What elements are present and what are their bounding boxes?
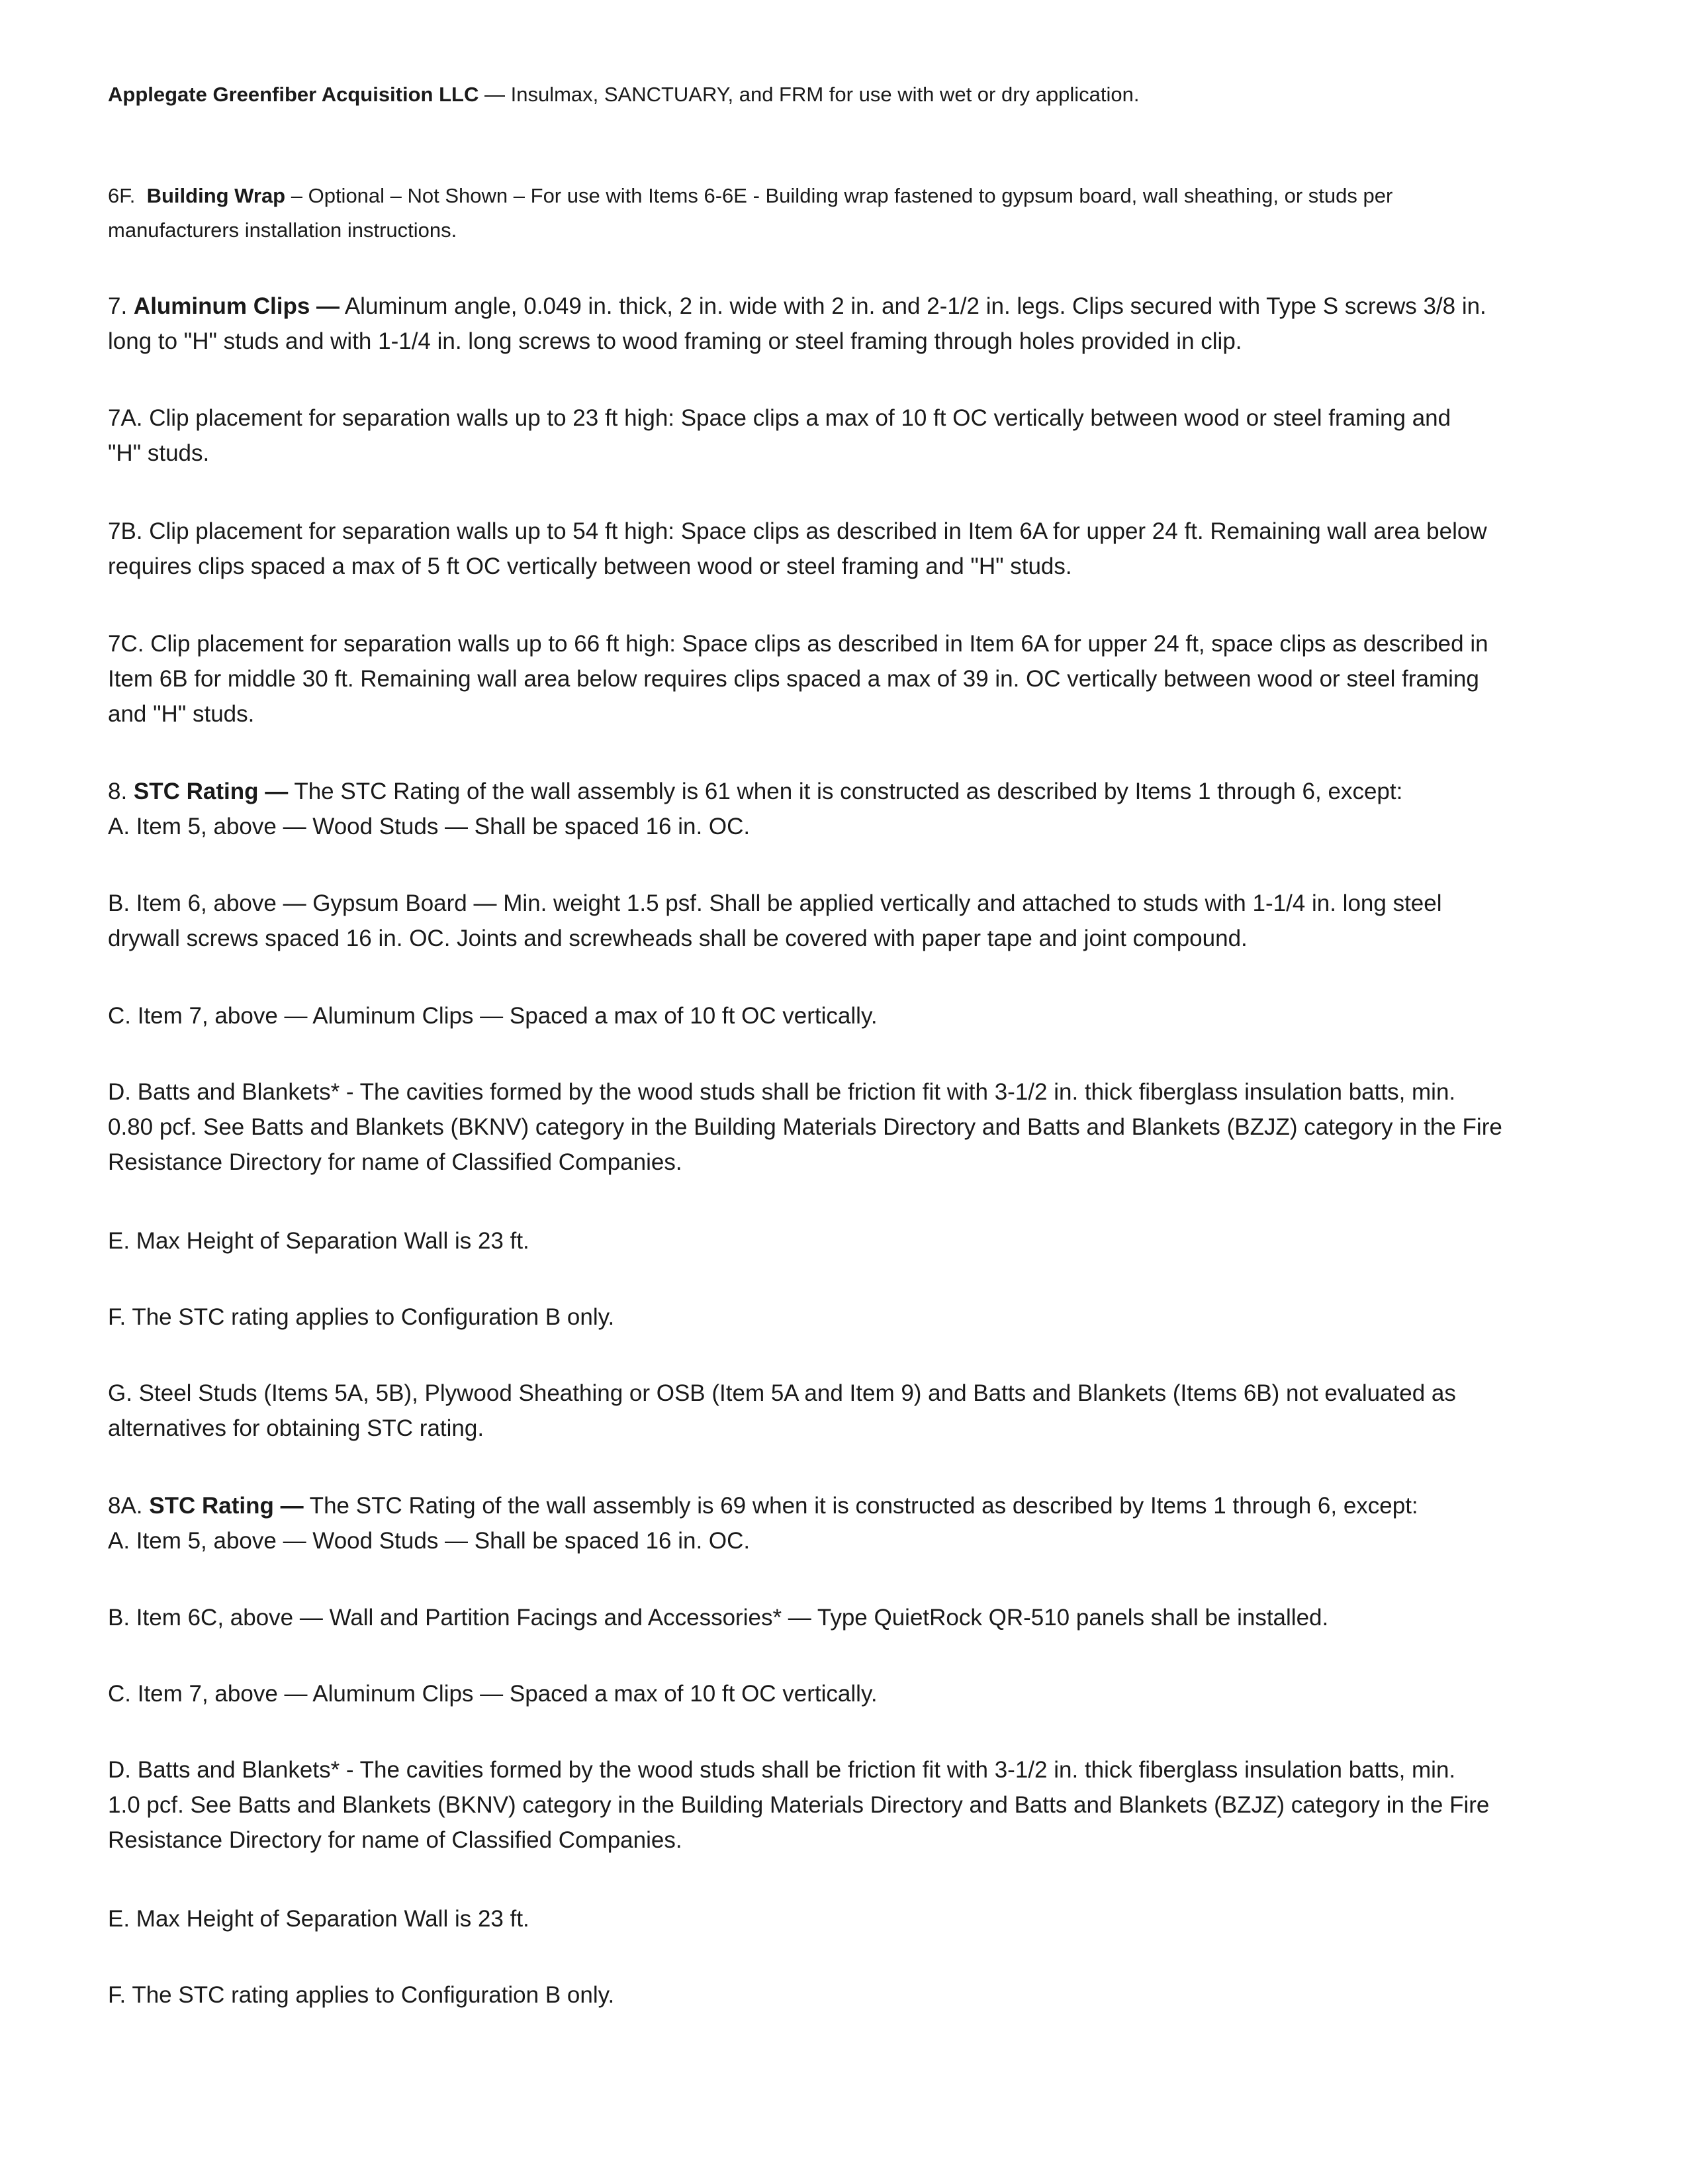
sub-item-e: E. Max Height of Separation Wall is 23 ft. <box>108 1906 529 1932</box>
item-8-c <box>108 998 1584 1033</box>
sub-item-g: G. Steel Studs (Items 5A, 5B), Plywood Sheathing or OSB (Item 5A and Item 9) and Batts and Blankets (Items 6B) not evaluated as <box>108 1380 1456 1406</box>
item-7 <box>108 289 1584 359</box>
sub-item-b: drywall screws spaced 16 in. OC. Joints and screwheads shall be covered with paper tape and joint compound. <box>108 926 1248 951</box>
item-text: and "H" studs. <box>108 701 255 727</box>
item-8-b <box>108 886 1584 956</box>
item-number: 6F. <box>108 184 147 207</box>
item-8 <box>108 774 1584 844</box>
item-title: STC Rating — <box>149 1493 304 1519</box>
item-text: manufacturers installation instructions. <box>108 218 457 242</box>
item-8a-f <box>108 1977 1584 2013</box>
item-title: Aluminum Clips — <box>133 293 340 319</box>
sub-item-d: 1.0 pcf. See Batts and Blankets (BKNV) category in the Building Materials Directory and Batts and Blankets (BZJZ) category in the Fire <box>108 1792 1490 1818</box>
company-name: Applegate Greenfiber Acquisition LLC <box>108 83 479 106</box>
header-products: — Insulmax, SANCTUARY, and FRM for use with wet or dry application. <box>479 83 1140 106</box>
item-number: 8. <box>108 779 134 804</box>
item-8a-d <box>108 1752 1584 1858</box>
document-header <box>108 81 1139 109</box>
sub-item-b: B. Item 6C, above — Wall and Partition Facings and Accessories* — Type QuietRock QR-510 panels shall be installed. <box>108 1605 1329 1631</box>
sub-item-f: F. The STC rating applies to Configuration B only. <box>108 1304 615 1330</box>
sub-item-c: C. Item 7, above — Aluminum Clips — Spaced a max of 10 ft OC vertically. <box>108 1681 878 1707</box>
sub-item-c: C. Item 7, above — Aluminum Clips — Spaced a max of 10 ft OC vertically. <box>108 1003 878 1029</box>
item-8a-b <box>108 1600 1584 1635</box>
sub-item-a: A. Item 5, above — Wood Studs — Shall be spaced 16 in. OC. <box>108 814 751 839</box>
item-text: long to "H" studs and with 1-1/4 in. long screws to wood framing or steel framing through holes provided in clip. <box>108 328 1242 354</box>
item-7b <box>108 514 1584 584</box>
item-8-g <box>108 1376 1584 1446</box>
sub-item-d: 0.80 pcf. See Batts and Blankets (BKNV) category in the Building Materials Directory and Batts and Blankets (BZJZ) category in the Fire <box>108 1114 1502 1140</box>
sub-item-d: D. Batts and Blankets* - The cavities formed by the wood studs shall be friction fit with 3-1/2 in. thick fiberglass insulation batts, min. <box>108 1079 1456 1105</box>
sub-item-d: Resistance Directory for name of Classified Companies. <box>108 1149 682 1175</box>
sub-item-a: A. Item 5, above — Wood Studs — Shall be spaced 16 in. OC. <box>108 1528 751 1554</box>
sub-item-f: F. The STC rating applies to Configuration B only. <box>108 1982 615 2008</box>
item-number: 8A. <box>108 1493 150 1519</box>
item-7a <box>108 401 1584 471</box>
item-text: Aluminum angle, 0.049 in. thick, 2 in. wide with 2 in. and 2-1/2 in. legs. Clips secured with Type S screws 3/8 in. <box>340 293 1486 319</box>
sub-item-d: Resistance Directory for name of Classified Companies. <box>108 1827 682 1853</box>
item-8-e <box>108 1223 1584 1258</box>
item-8-f <box>108 1300 1584 1335</box>
item-8a <box>108 1488 1584 1558</box>
item-number: 7. <box>108 293 134 319</box>
item-8-d <box>108 1074 1584 1180</box>
sub-item-e: E. Max Height of Separation Wall is 23 ft. <box>108 1228 529 1254</box>
sub-item-b: B. Item 6, above — Gypsum Board — Min. weight 1.5 psf. Shall be applied vertically and attached to studs with 1-1/4 in. long steel <box>108 890 1442 916</box>
item-7c <box>108 626 1584 732</box>
sub-item-g: alternatives for obtaining STC rating. <box>108 1415 484 1441</box>
item-text: 7A. Clip placement for separation walls up to 23 ft high: Space clips a max of 10 ft OC vertically between wood or steel framing and <box>108 405 1451 431</box>
item-text: "H" studs. <box>108 440 210 466</box>
item-6f <box>108 179 1584 248</box>
item-text: The STC Rating of the wall assembly is 69 when it is constructed as described by Items 1 through 6, except: <box>303 1493 1418 1519</box>
item-text: The STC Rating of the wall assembly is 61 when it is constructed as described by Items 1 through 6, except: <box>288 779 1403 804</box>
item-title: Building Wrap <box>146 184 286 207</box>
item-title: STC Rating — <box>133 779 289 804</box>
item-text: requires clips spaced a max of 5 ft OC vertically between wood or steel framing and "H" studs. <box>108 553 1072 579</box>
item-text: 7B. Clip placement for separation walls up to 54 ft high: Space clips as described in Item 6A for upper 24 ft. Remaining wall area below <box>108 518 1487 544</box>
item-text: – Optional – Not Shown – For use with Items 6-6E - Building wrap fastened to gypsum board, wall sheathing, or studs per <box>285 184 1393 207</box>
item-text: 7C. Clip placement for separation walls up to 66 ft high: Space clips as described in Item 6A for upper 24 ft, space clips as described in <box>108 631 1488 657</box>
sub-item-d: D. Batts and Blankets* - The cavities formed by the wood studs shall be friction fit with 3-1/2 in. thick fiberglass insulation batts, min. <box>108 1757 1456 1783</box>
item-text: Item 6B for middle 30 ft. Remaining wall area below requires clips spaced a max of 39 in. OC vertically between wood or steel framing <box>108 666 1479 692</box>
item-8a-e <box>108 1901 1584 1936</box>
item-8a-c <box>108 1676 1584 1711</box>
